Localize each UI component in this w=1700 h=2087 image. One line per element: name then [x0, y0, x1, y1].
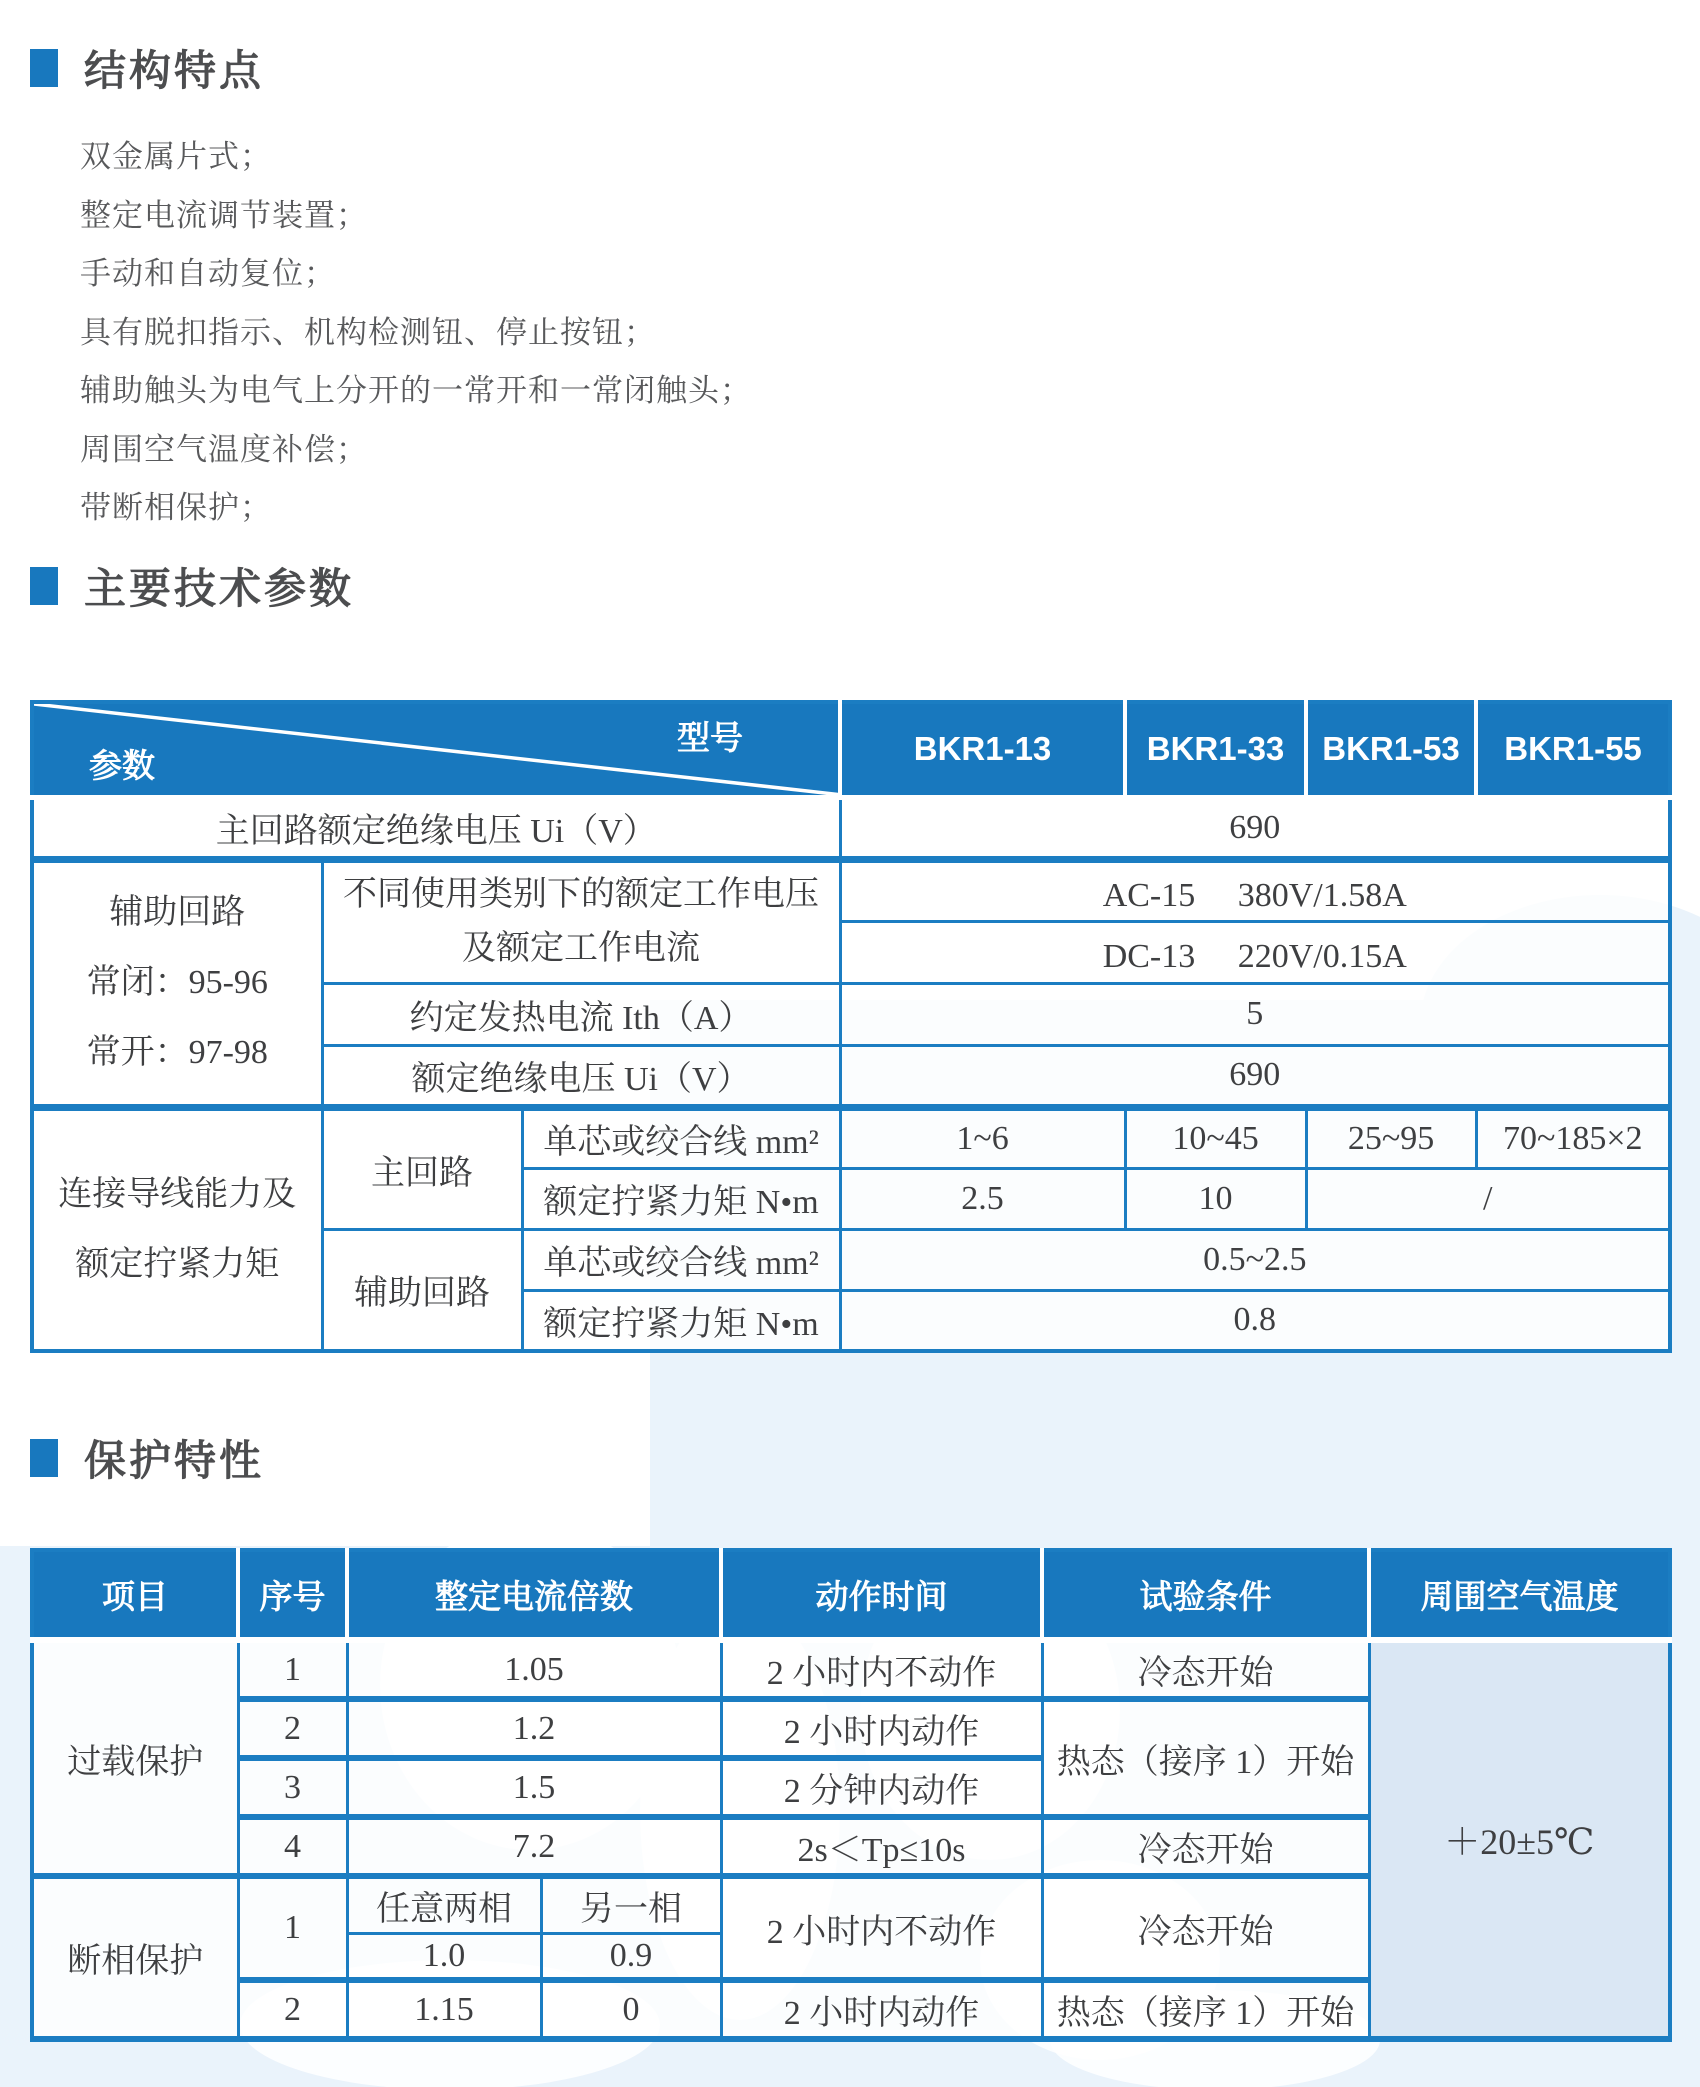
action-time-cell: 2 分钟内动作	[721, 1758, 1042, 1817]
param-label-cell: 单芯或绞合线 mm²	[522, 1229, 840, 1290]
param-value-cell: AC-15 380V/1.58A	[840, 859, 1670, 921]
serial-cell: 1	[238, 1876, 347, 1980]
header-ambient-temp: 周围空气温度	[1369, 1550, 1670, 1640]
param-value-cell: 0.5~2.5	[840, 1229, 1670, 1290]
multiple-cell: 7.2	[347, 1817, 721, 1876]
action-time-cell: 2 小时内动作	[721, 1699, 1042, 1758]
blue-square-bullet-icon	[30, 49, 58, 87]
serial-cell: 2	[238, 1980, 347, 2039]
table-row	[32, 1107, 1670, 1168]
multiple-cell: 1.5	[347, 1758, 721, 1817]
test-condition-cell: 冷态开始	[1042, 1876, 1369, 1980]
table-corner-cell	[32, 702, 840, 797]
multiple-cell: 0.9	[541, 1934, 721, 1981]
aux-circuit-label-cell	[32, 859, 322, 1107]
multiple-cell: 0	[541, 1980, 721, 2039]
test-condition-cell: 冷态开始	[1042, 1817, 1369, 1876]
param-label-cell: 主回路额定绝缘电压 Ui（V）	[32, 797, 840, 859]
param-value-cell: 10~45	[1125, 1107, 1306, 1168]
feature-item: 双金属片式；	[80, 139, 272, 174]
model-header-bkr1-53: BKR1-53	[1306, 702, 1476, 797]
overload-protection-label-cell: 过载保护	[32, 1640, 238, 1876]
section-heading-protection	[30, 1428, 264, 1488]
param-label-cell: 约定发热电流 Ith（A）	[322, 983, 840, 1045]
section-heading-features	[30, 38, 264, 98]
wiring-capacity-line: 连接导线能力及	[58, 1176, 297, 1214]
header-test-condition: 试验条件	[1042, 1550, 1369, 1640]
aux-circuit-line: 常开：97-98	[86, 1033, 268, 1071]
protection-table	[30, 1548, 1672, 2042]
header-serial: 序号	[238, 1550, 347, 1640]
table-header-row	[32, 702, 1670, 797]
test-condition-cell: 冷态开始	[1042, 1640, 1369, 1699]
aux-circuit-line: 常闭：95-96	[86, 964, 268, 1002]
table-row	[32, 859, 1670, 921]
feature-item: 带断相保护；	[80, 490, 272, 525]
feature-item: 具有脱扣指示、机构检测钮、停止按钮；	[80, 314, 656, 350]
blue-square-bullet-icon	[30, 567, 58, 605]
header-current-multiple: 整定电流倍数	[347, 1550, 721, 1640]
multiple-cell: 1.2	[347, 1699, 721, 1758]
action-time-cell: 2 小时内不动作	[721, 1640, 1042, 1699]
action-time-cell: 2 小时内动作	[721, 1980, 1042, 2039]
param-value-cell: 0.8	[840, 1290, 1670, 1351]
serial-cell: 2	[238, 1699, 347, 1758]
wiring-capacity-label-cell	[32, 1107, 322, 1351]
serial-cell: 3	[238, 1758, 347, 1817]
phase-subheader-cell: 任意两相	[347, 1876, 541, 1934]
multiple-cell: 1.05	[347, 1640, 721, 1699]
test-condition-cell: 热态（接序 1）开始	[1042, 1699, 1369, 1817]
section-heading-tech-params	[30, 556, 354, 616]
multiple-cell: 1.15	[347, 1980, 541, 2039]
wiring-capacity-line: 额定拧紧力矩	[75, 1245, 280, 1283]
param-label-line: 及额定工作电流	[462, 930, 700, 967]
param-label-cell	[322, 859, 840, 983]
feature-item: 整定电流调节装置；	[80, 197, 368, 233]
action-time-cell: 2s＜Tp≤10s	[721, 1817, 1042, 1876]
param-value-cell: 10	[1125, 1168, 1306, 1229]
param-label-cell: 单芯或绞合线 mm²	[522, 1107, 840, 1168]
aux-circuit-label-cell: 辅助回路	[322, 1229, 522, 1351]
ambient-temp-cell: ＋20±5℃	[1369, 1640, 1670, 2039]
aux-circuit-line: 辅助回路	[109, 894, 246, 932]
param-label-cell: 额定拧紧力矩 N•m	[522, 1168, 840, 1229]
table-row	[32, 797, 1670, 859]
feature-item: 手动和自动复位；	[80, 256, 336, 291]
param-value-cell: 5	[840, 983, 1670, 1045]
main-circuit-label-cell: 主回路	[322, 1107, 522, 1229]
header-item: 项目	[32, 1550, 238, 1640]
feature-item: 辅助触头为电气上分开的一常开和一常闭触头；	[80, 373, 752, 408]
param-value-cell: 25~95	[1306, 1107, 1476, 1168]
multiple-cell: 1.0	[347, 1934, 541, 1981]
serial-cell: 1	[238, 1640, 347, 1699]
table-row	[32, 1640, 1670, 1699]
model-header-bkr1-55: BKR1-55	[1476, 702, 1670, 797]
phase-failure-label-cell: 断相保护	[32, 1876, 238, 2039]
feature-item: 周围空气温度补偿；	[80, 431, 368, 467]
param-value-cell: 690	[840, 1045, 1670, 1107]
tech-params-table	[30, 700, 1672, 1353]
test-condition-cell: 热态（接序 1）开始	[1042, 1980, 1369, 2039]
param-label-line: 不同使用类别下的额定工作电压	[343, 875, 819, 913]
corner-label-param: 参数	[89, 746, 155, 784]
header-action-time: 动作时间	[721, 1550, 1042, 1640]
model-header-bkr1-13: BKR1-13	[840, 702, 1125, 797]
param-label-cell: 额定拧紧力矩 N•m	[522, 1290, 840, 1351]
corner-label-model: 型号	[677, 719, 744, 756]
param-value-cell: 1~6	[840, 1107, 1125, 1168]
blue-square-bullet-icon	[30, 1439, 58, 1477]
phase-subheader-cell: 另一相	[541, 1876, 721, 1934]
features-list	[80, 128, 752, 538]
table-header-row	[32, 1550, 1670, 1640]
param-label-cell: 额定绝缘电压 Ui（V）	[322, 1045, 840, 1107]
section-title: 主要技术参数	[84, 565, 355, 612]
serial-cell: 4	[238, 1817, 347, 1876]
param-value-cell: 2.5	[840, 1168, 1125, 1229]
section-title: 保护特性	[84, 1437, 265, 1484]
param-value-cell: DC-13 220V/0.15A	[840, 921, 1670, 983]
model-header-bkr1-33: BKR1-33	[1125, 702, 1306, 797]
param-value-cell: 690	[840, 797, 1670, 859]
section-title: 结构特点	[84, 47, 265, 94]
param-value-cell: /	[1306, 1168, 1670, 1229]
action-time-cell: 2 小时内不动作	[721, 1876, 1042, 1980]
param-value-cell: 70~185×2	[1476, 1107, 1670, 1168]
